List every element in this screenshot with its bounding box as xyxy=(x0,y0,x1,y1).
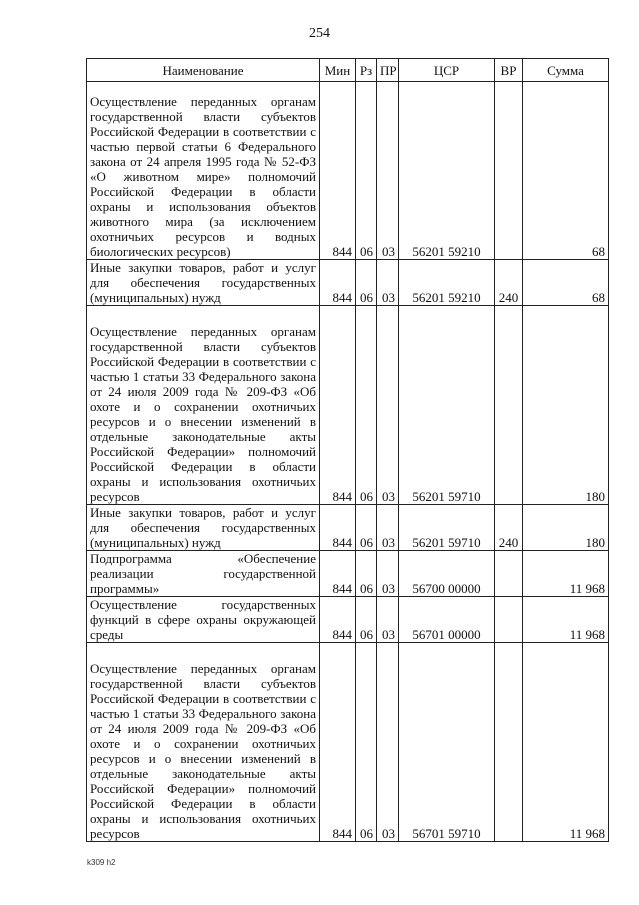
row-csr: 56701 59710 xyxy=(399,643,495,842)
row-rz: 06 xyxy=(356,597,377,643)
row-sum: 180 xyxy=(523,505,609,551)
row-name: Иные закупки товаров, работ и услуг для обеспечения государственных (муниципальных) нужд xyxy=(87,505,320,551)
row-vr: 240 xyxy=(495,505,523,551)
row-name: Осуществление переданных органам государственной власти субъектов Российской Федерации в соответствии с частью первой статьи 6 Федерального закона от 24 апреля 1995 года № 52-ФЗ «О животном мире» полномочий Российской Федерации в области охраны и использования объектов животного мира (за исключением охотничьих ресурсов и водных биологических ресурсов) xyxy=(87,82,320,260)
row-pr: 03 xyxy=(377,505,399,551)
row-min: 844 xyxy=(320,551,356,597)
row-rz: 06 xyxy=(356,306,377,505)
row-vr xyxy=(495,82,523,260)
page-number: 254 xyxy=(309,26,330,41)
row-pr: 03 xyxy=(377,82,399,260)
row-sum: 68 xyxy=(523,82,609,260)
table-row xyxy=(87,82,609,260)
header-sum: Сумма xyxy=(523,59,609,82)
row-min: 844 xyxy=(320,306,356,505)
row-min: 844 xyxy=(320,505,356,551)
row-vr xyxy=(495,551,523,597)
row-pr: 03 xyxy=(377,306,399,505)
row-name: Осуществление государственных функций в сфере охраны окружающей среды xyxy=(87,597,320,643)
row-csr: 56201 59710 xyxy=(399,505,495,551)
budget-table xyxy=(86,58,609,842)
row-name: Осуществление переданных органам государственной власти субъектов Российской Федерации в соответствии с частью 1 статьи 33 Федерального закона от 24 июля 2009 года № 209-ФЗ «Об охоте и о сохранении охотничьих ресурсов и о внесении изменений в отдельные законодательные акты Российской Федерации» полномочий Российской Федерации в области охраны и использования охотничьих ресурсов xyxy=(87,306,320,505)
header-rz: Рз xyxy=(356,59,377,82)
row-name: Иные закупки товаров, работ и услуг для обеспечения государственных (муниципальных) нужд xyxy=(87,260,320,306)
table-row xyxy=(87,505,609,551)
row-pr: 03 xyxy=(377,551,399,597)
row-rz: 06 xyxy=(356,505,377,551)
row-csr: 56201 59210 xyxy=(399,82,495,260)
header-csr: ЦСР xyxy=(399,59,495,82)
row-vr: 240 xyxy=(495,260,523,306)
row-vr xyxy=(495,643,523,842)
row-sum: 68 xyxy=(523,260,609,306)
table-header-row xyxy=(87,59,609,82)
footer-code: k309 h2 xyxy=(87,858,116,867)
header-pr: ПР xyxy=(377,59,399,82)
row-rz: 06 xyxy=(356,551,377,597)
row-min: 844 xyxy=(320,260,356,306)
row-min: 844 xyxy=(320,597,356,643)
row-sum: 180 xyxy=(523,306,609,505)
row-pr: 03 xyxy=(377,597,399,643)
header-vr: ВР xyxy=(495,59,523,82)
row-csr: 56700 00000 xyxy=(399,551,495,597)
row-csr: 56201 59210 xyxy=(399,260,495,306)
row-rz: 06 xyxy=(356,260,377,306)
row-sum: 11 968 xyxy=(523,597,609,643)
row-csr: 56201 59710 xyxy=(399,306,495,505)
row-vr xyxy=(495,306,523,505)
row-name: Осуществление переданных органам государственной власти субъектов Российской Федерации в соответствии с частью 1 статьи 33 Федерального закона от 24 июля 2009 года № 209-ФЗ «Об охоте и о сохранении охотничьих ресурсов и о внесении изменений в отдельные законодательные акты Российской Федерации» полномочий Российской Федерации в области охраны и использования охотничьих ресурсов xyxy=(87,643,320,842)
table-row xyxy=(87,306,609,505)
table-row xyxy=(87,260,609,306)
row-sum: 11 968 xyxy=(523,551,609,597)
header-name: Наименование xyxy=(87,59,320,82)
table-row xyxy=(87,643,609,842)
row-rz: 06 xyxy=(356,643,377,842)
row-sum: 11 968 xyxy=(523,643,609,842)
table-row xyxy=(87,597,609,643)
row-name: Подпрограмма «Обеспечение реализации государственной программы» xyxy=(87,551,320,597)
row-min: 844 xyxy=(320,82,356,260)
row-rz: 06 xyxy=(356,82,377,260)
row-vr xyxy=(495,597,523,643)
row-min: 844 xyxy=(320,643,356,842)
row-pr: 03 xyxy=(377,260,399,306)
row-csr: 56701 00000 xyxy=(399,597,495,643)
header-min: Мин xyxy=(320,59,356,82)
table-row xyxy=(87,551,609,597)
row-pr: 03 xyxy=(377,643,399,842)
